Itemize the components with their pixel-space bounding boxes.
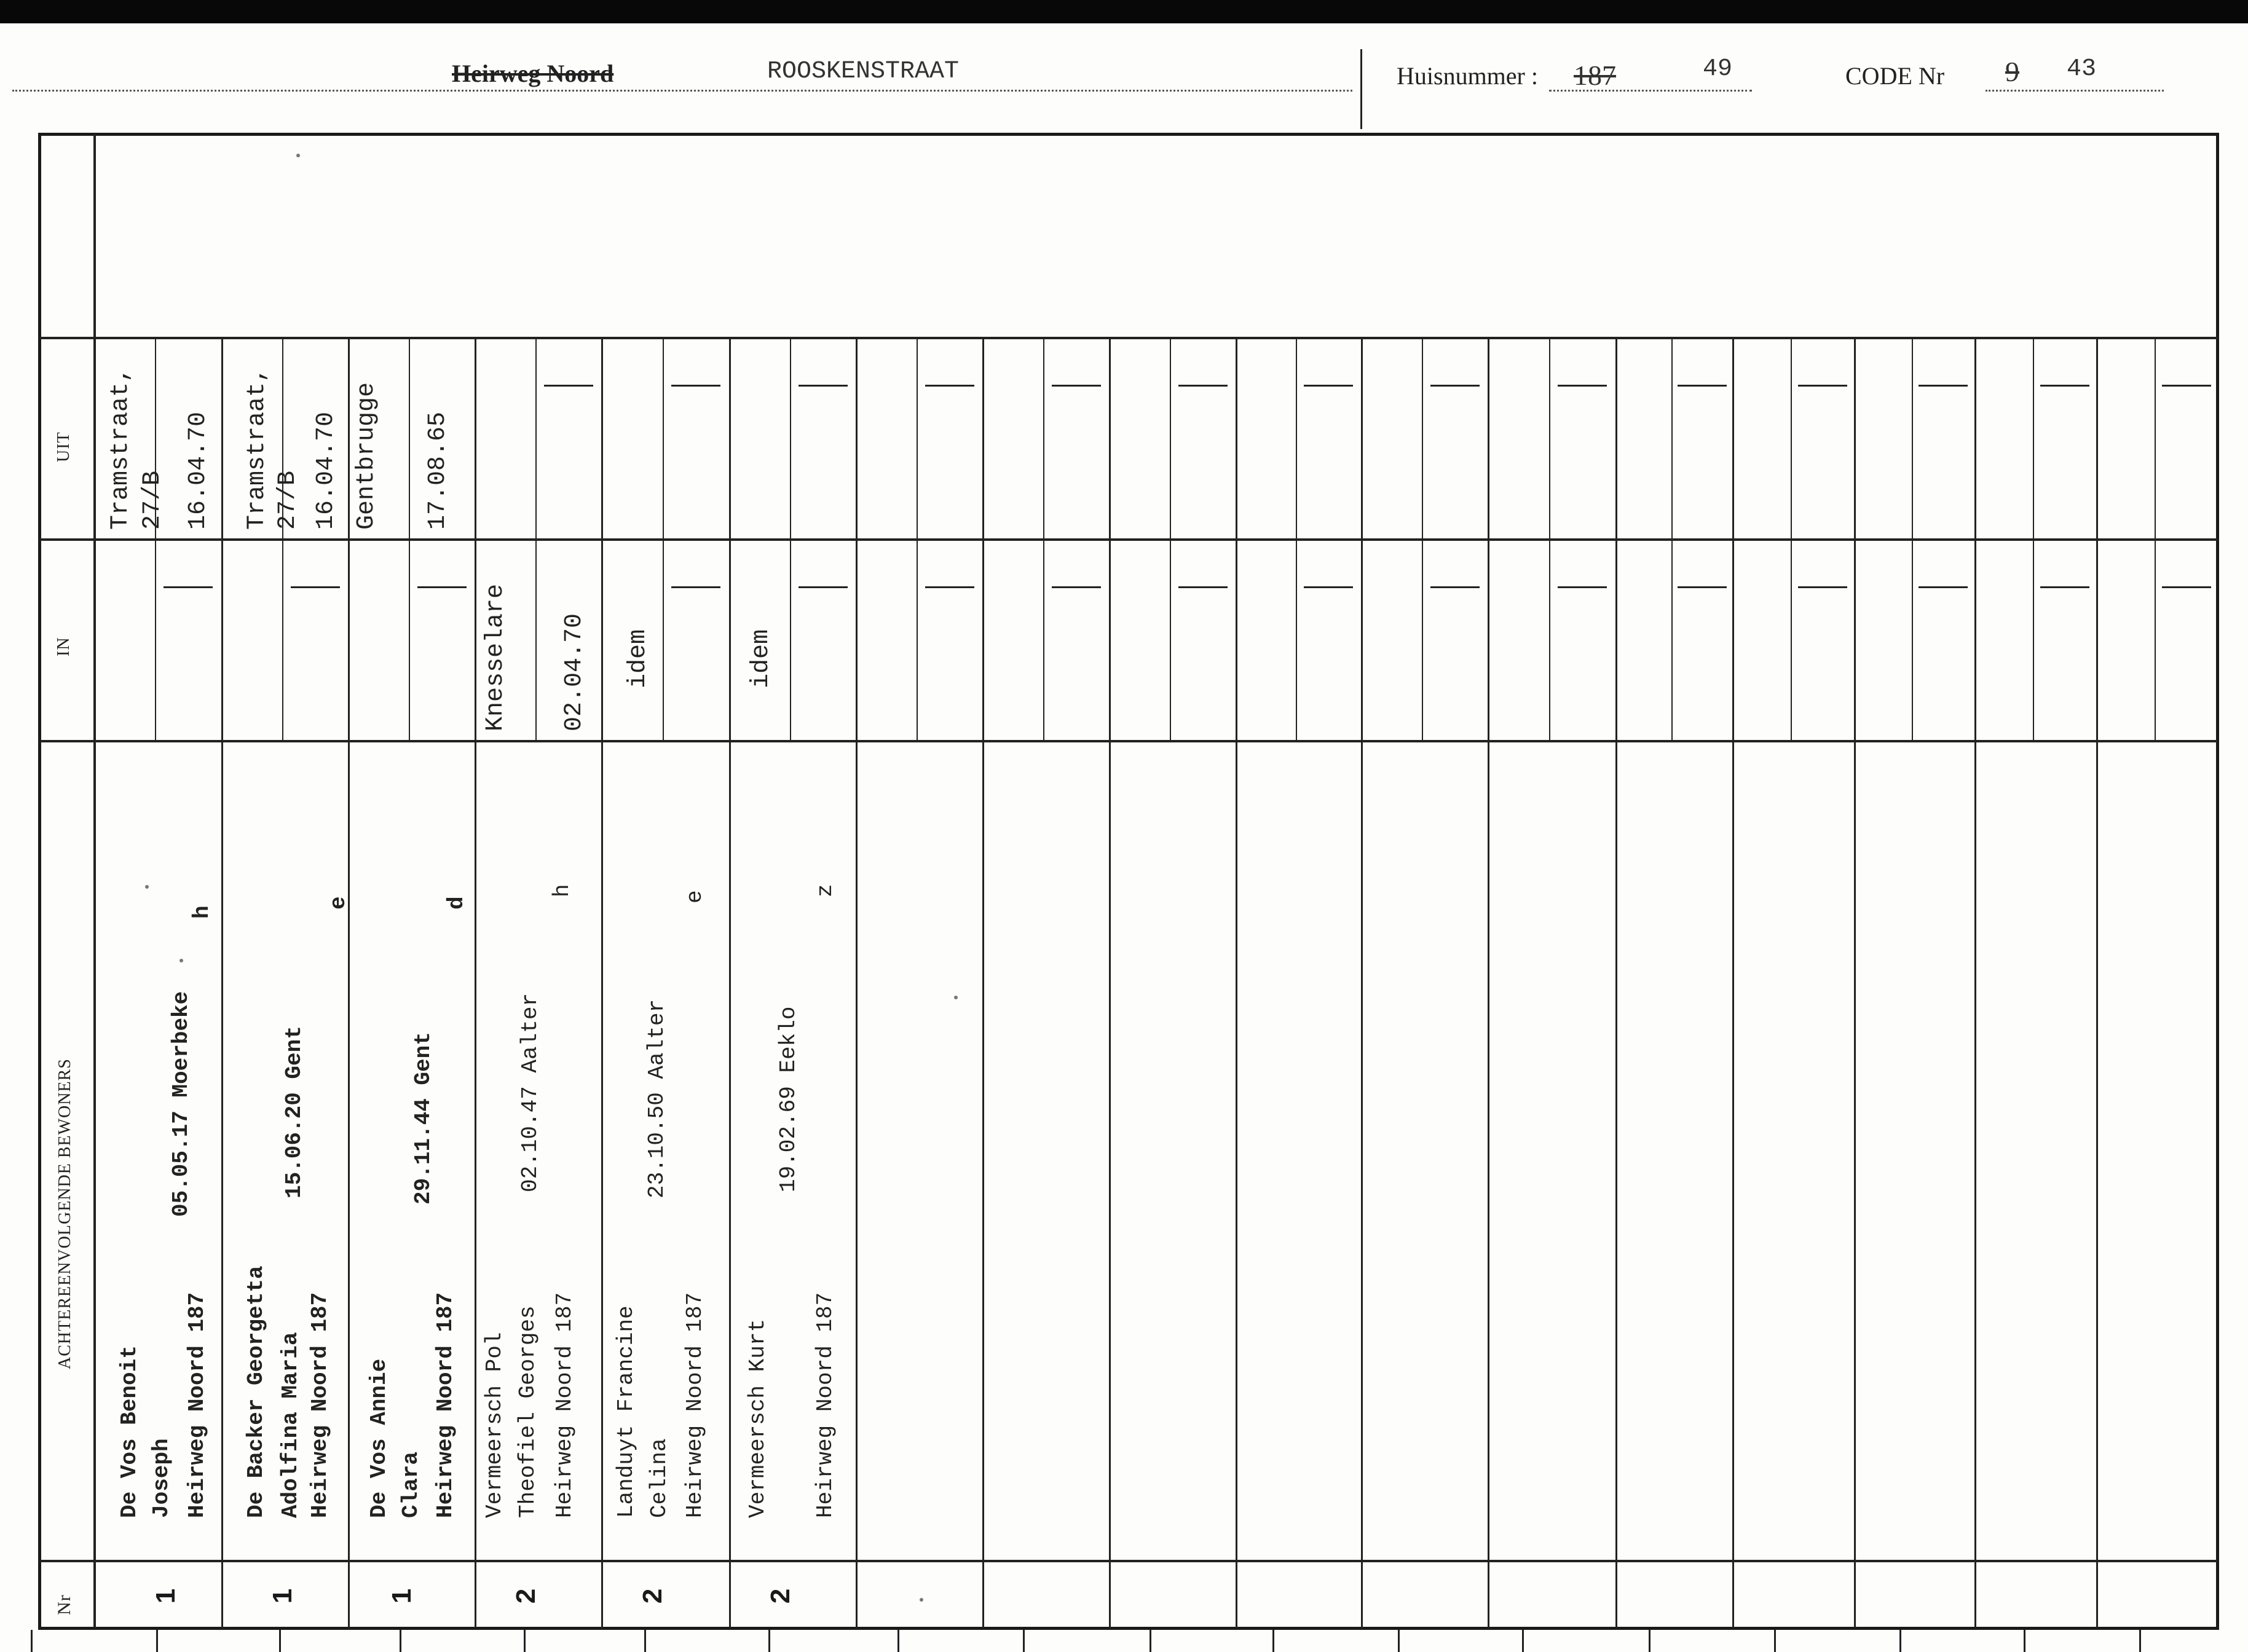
cell-subdivider xyxy=(1671,337,1673,740)
uit-dash xyxy=(1052,385,1101,387)
code-new: 43 xyxy=(2067,55,2097,83)
bottom-tick xyxy=(1899,1630,1901,1652)
huisnummer-label: Huisnummer : xyxy=(1397,62,1538,90)
scan-top-edge xyxy=(0,0,2248,23)
bottom-tick xyxy=(644,1630,646,1652)
scan-speck xyxy=(145,885,149,889)
cell-subdivider xyxy=(409,337,410,740)
resident-name-line3: Heirweg Noord 187 xyxy=(433,1292,458,1518)
resident-name-line3: Heirweg Noord 187 xyxy=(682,1292,708,1518)
resident-code: h xyxy=(189,905,215,919)
cell-subdivider xyxy=(535,337,537,740)
resident-name-line1: De Vos Annie xyxy=(366,1358,392,1518)
in-dash xyxy=(1558,586,1607,588)
uit-dash xyxy=(1678,385,1727,387)
scan-speck xyxy=(296,154,300,157)
column-line xyxy=(1732,337,1734,1629)
column-line xyxy=(2096,337,2098,1629)
bottom-tick xyxy=(400,1630,401,1652)
resident-name-line2: Clara xyxy=(398,1451,424,1518)
cell-subdivider xyxy=(282,337,283,740)
nr-value: 2 xyxy=(511,1588,541,1604)
header-divider xyxy=(1360,49,1362,129)
in-dash xyxy=(164,586,213,588)
in-dash xyxy=(1919,586,1968,588)
resident-name-line1: De Backer Georgetta xyxy=(243,1265,269,1518)
column-line xyxy=(1109,337,1111,1629)
uit-date: 16.04.70 xyxy=(184,411,212,530)
bottom-tick xyxy=(897,1630,899,1652)
bottom-tick xyxy=(1522,1630,1524,1652)
huisnummer-old: 187 xyxy=(1574,60,1616,91)
bottom-tick xyxy=(156,1630,158,1652)
scan-speck xyxy=(179,959,183,962)
uit-dash xyxy=(1558,385,1607,387)
in-dash xyxy=(1178,586,1228,588)
column-line xyxy=(1615,337,1617,1629)
uit-date: 16.04.70 xyxy=(312,411,340,530)
nr-value: 1 xyxy=(387,1588,417,1604)
resident-name-line1: De Vos Benoit xyxy=(117,1345,142,1518)
in-dash xyxy=(2162,586,2211,588)
bewoners-nr-line xyxy=(39,1560,2218,1562)
cell-subdivider xyxy=(1043,337,1044,740)
bottom-tick xyxy=(1649,1630,1651,1652)
bottom-tick xyxy=(1774,1630,1776,1652)
resident-name-line3: Heirweg Noord 187 xyxy=(552,1292,577,1518)
nr-value: 1 xyxy=(151,1588,181,1604)
resident-birth: 05.05.17 Moerbeke xyxy=(168,991,194,1217)
bottom-tick xyxy=(1398,1630,1400,1652)
in-dash xyxy=(2040,586,2089,588)
in-dash xyxy=(925,586,974,588)
in-bewoners-line xyxy=(39,740,2218,742)
cell-subdivider xyxy=(790,337,791,740)
bottom-tick xyxy=(1272,1630,1274,1652)
resident-name-line3: Heirweg Noord 187 xyxy=(184,1292,210,1518)
resident-name-line2: Joseph xyxy=(149,1438,174,1518)
bottom-tick xyxy=(1150,1630,1151,1652)
register-form xyxy=(38,133,2219,1630)
cell-subdivider xyxy=(1170,337,1171,740)
column-line xyxy=(729,337,731,1629)
resident-code: z xyxy=(813,884,838,897)
cell-subdivider xyxy=(2155,337,2156,740)
code-label: CODE Nr xyxy=(1845,62,1945,90)
code-dotline xyxy=(1986,90,2164,92)
uit-place-line1: Tramstraat, xyxy=(107,367,135,530)
uit-place-line2: 27/B xyxy=(139,470,167,530)
uit-dash xyxy=(1798,385,1847,387)
cell-subdivider xyxy=(1912,337,1913,740)
resident-code: d xyxy=(444,896,469,910)
nr-value: 2 xyxy=(637,1588,668,1604)
nr-value: 1 xyxy=(267,1588,298,1604)
uit-in-line xyxy=(39,538,2218,541)
section-label-uit: UIT xyxy=(54,431,73,462)
in-place: Knesselare xyxy=(482,583,510,731)
nr-value: 2 xyxy=(765,1588,795,1604)
in-place: idem xyxy=(625,629,652,688)
column-line xyxy=(1854,337,1856,1629)
in-date: 02.04.70 xyxy=(561,613,588,731)
resident-code: e xyxy=(682,890,708,903)
cell-subdivider xyxy=(917,337,918,740)
bottom-tick xyxy=(768,1630,770,1652)
uit-top-line xyxy=(39,337,2218,339)
resident-name-line3: Heirweg Noord 187 xyxy=(307,1292,333,1518)
resident-birth: 23.10.50 Aalter xyxy=(644,999,669,1198)
column-line xyxy=(348,337,350,1629)
resident-birth: 02.10.47 Aalter xyxy=(518,993,543,1192)
street-old: Heirweg Noord xyxy=(452,60,614,87)
resident-birth: 15.06.20 Gent xyxy=(282,1026,307,1198)
column-line xyxy=(982,337,984,1629)
in-dash xyxy=(1678,586,1727,588)
in-dash xyxy=(799,586,848,588)
column-line xyxy=(856,337,858,1629)
in-dash xyxy=(1052,586,1101,588)
uit-dash xyxy=(671,385,720,387)
street-new: ROOSKENSTRAAT xyxy=(767,58,960,85)
resident-code: h xyxy=(550,884,575,897)
bottom-tick xyxy=(31,1630,33,1652)
cell-subdivider xyxy=(155,337,156,740)
label-column-divider xyxy=(93,134,96,1629)
resident-name-line1: Vermeersch Kurt xyxy=(745,1318,770,1518)
in-dash xyxy=(1430,586,1480,588)
bottom-tick xyxy=(524,1630,526,1652)
cell-subdivider xyxy=(1549,337,1550,740)
in-dash xyxy=(417,586,467,588)
bottom-tick xyxy=(2024,1630,2025,1652)
in-dash xyxy=(671,586,720,588)
resident-name-line2: Adolfina Maria xyxy=(278,1332,303,1518)
in-dash xyxy=(1304,586,1353,588)
bottom-tick xyxy=(1023,1630,1025,1652)
uit-dash xyxy=(2040,385,2089,387)
uit-dash xyxy=(1919,385,1968,387)
scan-speck xyxy=(954,996,958,999)
resident-code: e xyxy=(326,896,351,910)
uit-dash xyxy=(799,385,848,387)
scan-speck xyxy=(920,1598,923,1602)
column-line xyxy=(1236,337,1237,1629)
resident-name-line1: Landuyt Francine xyxy=(613,1305,639,1518)
uit-place-line1: Gentbrugge xyxy=(353,382,381,530)
uit-dash xyxy=(2162,385,2211,387)
section-label-nr: Nr xyxy=(54,1594,74,1615)
uit-dash xyxy=(1178,385,1228,387)
in-place: idem xyxy=(747,629,775,688)
column-line xyxy=(601,337,603,1629)
uit-dash xyxy=(1304,385,1353,387)
huisnummer-dotline xyxy=(1549,90,1752,92)
bottom-tick xyxy=(2139,1630,2141,1652)
uit-place-line2: 27/B xyxy=(274,470,302,530)
uit-date: 17.08.65 xyxy=(424,411,452,530)
column-line xyxy=(1361,337,1363,1629)
uit-dash xyxy=(1430,385,1480,387)
uit-dash xyxy=(544,385,593,387)
cell-subdivider xyxy=(1296,337,1297,740)
column-line xyxy=(1488,337,1489,1629)
cell-subdivider xyxy=(663,337,664,740)
column-line xyxy=(475,337,476,1629)
uit-dash xyxy=(925,385,974,387)
in-dash xyxy=(1798,586,1847,588)
uit-place-line1: Tramstraat, xyxy=(243,367,271,530)
in-dash xyxy=(291,586,340,588)
cell-subdivider xyxy=(2033,337,2034,740)
column-line xyxy=(1974,337,1976,1629)
resident-name-line2: Theofiel Georges xyxy=(515,1305,540,1518)
huisnummer-new: 49 xyxy=(1703,55,1733,83)
bottom-tick xyxy=(279,1630,281,1652)
resident-name-line2: Celina xyxy=(647,1438,672,1518)
section-label-in: IN xyxy=(54,637,73,656)
section-label-bewoners: ACHTEREENVOLGENDE BEWONERS xyxy=(55,1058,74,1369)
resident-birth: 29.11.44 Gent xyxy=(411,1032,436,1205)
cell-subdivider xyxy=(1422,337,1423,740)
resident-birth: 19.02.69 Eeklo xyxy=(776,1006,801,1192)
column-line xyxy=(221,337,223,1629)
code-old: 9 xyxy=(2005,56,2019,87)
resident-name-line1: Vermeersch Pol xyxy=(482,1332,507,1518)
cell-subdivider xyxy=(1791,337,1792,740)
street-dotline xyxy=(12,90,1352,92)
resident-name-line3: Heirweg Noord 187 xyxy=(813,1292,838,1518)
